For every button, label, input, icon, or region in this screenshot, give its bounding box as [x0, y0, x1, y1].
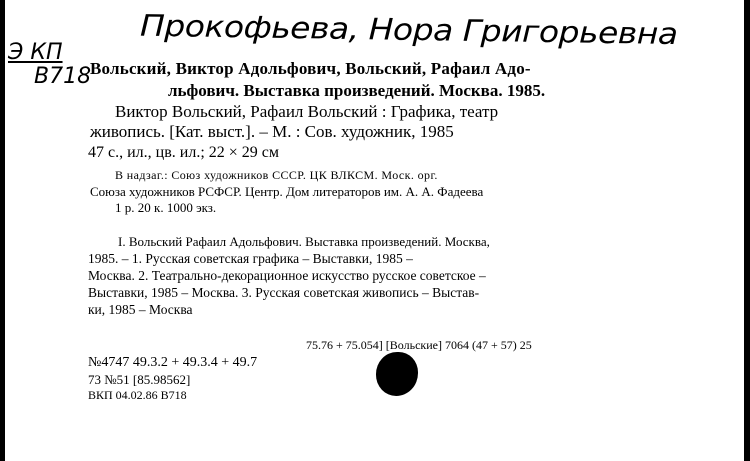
subjects-line-3: Москва. 2. Театрально-декорационное искусство русское советское –: [88, 268, 486, 283]
publisher-note-line-1: В надзаг.: Союз художников СССР. ЦК ВЛКСМ. Моск. орг.: [115, 168, 438, 182]
scan-edge-right: [744, 0, 750, 461]
publisher-note-line-2: Союза художников РСФСР. Центр. Дом литераторов им. А. А. Фадеева: [90, 184, 484, 199]
description-line-1: Виктор Вольский, Рафаил Вольский : Графика, театр: [115, 102, 499, 121]
ink-blot: [376, 352, 418, 396]
handwritten-shelf-top: Э КП: [8, 40, 63, 65]
subjects-line-5: ки, 1985 – Москва: [88, 302, 193, 317]
scan-edge-left: [0, 0, 5, 461]
heading-line-2: льфович. Выставка произведений. Москва. 1985.: [168, 81, 546, 100]
classification-line-2: №4747 49.3.2 + 49.3.4 + 49.7: [88, 355, 258, 370]
heading-line-1: Вольский, Виктор Адольфович, Вольский, Рафаил Адо-: [90, 59, 531, 78]
classification-line-3: 73 №51 [85.98562]: [88, 372, 191, 387]
subjects-line-2: 1985. – 1. Русская советская графика – Выставки, 1985 –: [88, 251, 413, 266]
description-line-2: живопись. [Кат. выст.]. – М. : Сов. художник, 1985: [90, 122, 454, 141]
subjects-line-4: Выставки, 1985 – Москва. 3. Русская советская живопись – Выстав-: [88, 285, 480, 300]
classification-line-4: ВКП 04.02.86 В718: [88, 388, 187, 402]
description-line-3: 47 с., ил., цв. ил.; 22 × 29 см: [88, 144, 280, 161]
publisher-note-line-3: 1 р. 20 к. 1000 экз.: [115, 200, 217, 215]
handwritten-shelf-bottom: В718: [34, 64, 92, 89]
classification-line-1: 75.76 + 75.054] [Вольские] 7064 (47 + 57) 25: [306, 338, 532, 352]
subjects-line-1: I. Вольский Рафаил Адольфович. Выставка произведений. Москва,: [118, 234, 490, 249]
handwritten-name: Прокофьева, Нора Григорьевна: [139, 7, 678, 52]
